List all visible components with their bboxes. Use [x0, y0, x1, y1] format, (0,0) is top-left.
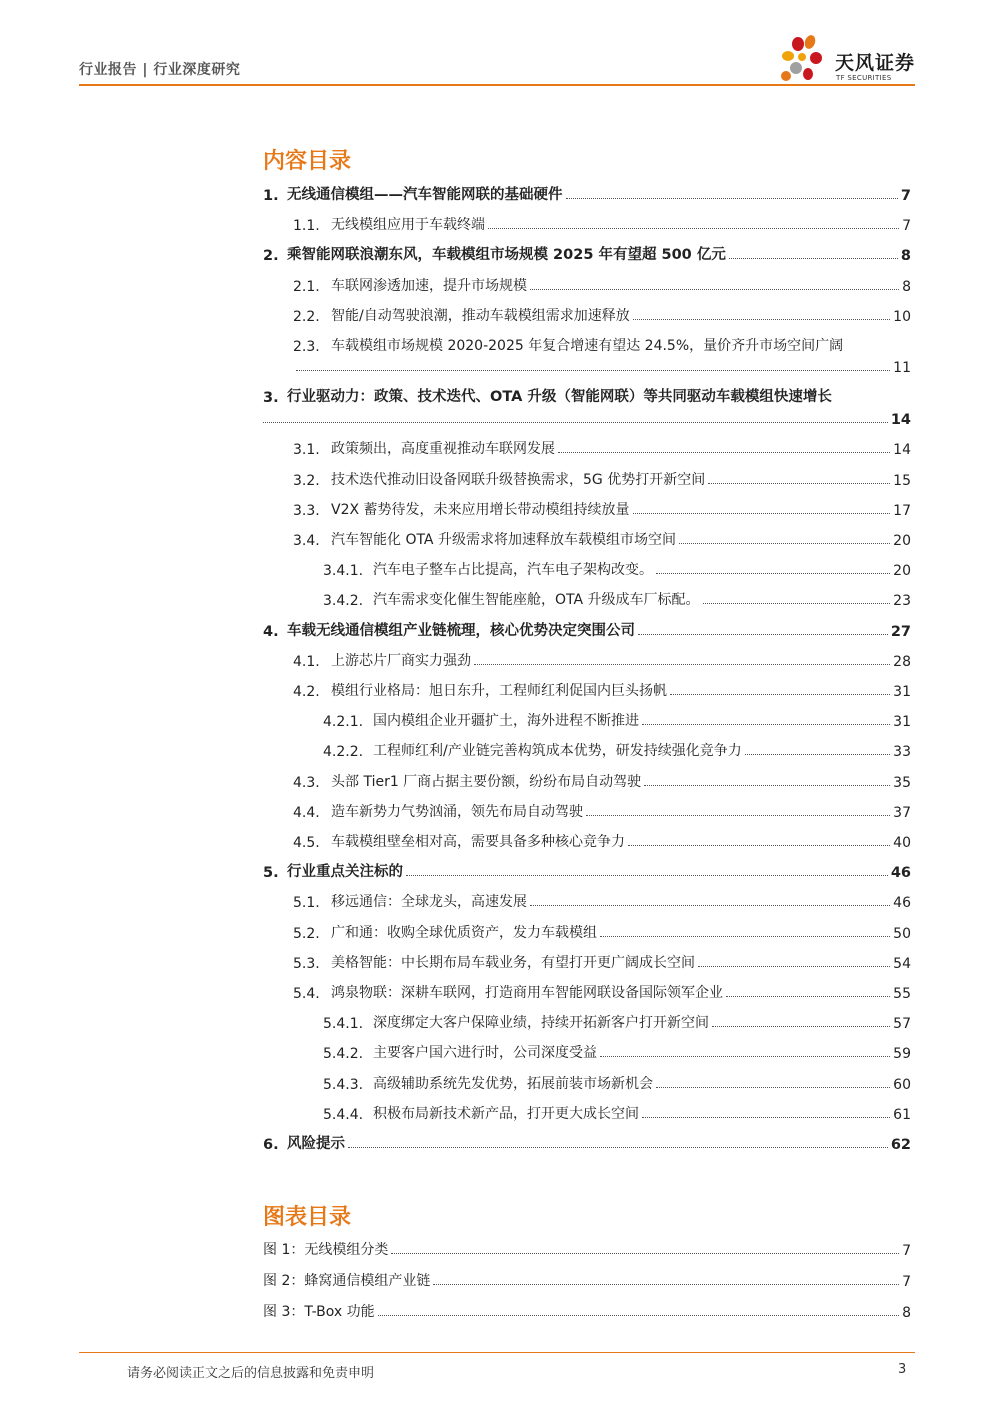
- toc-entry-number: 5.1.: [293, 895, 320, 912]
- toc-entry-title: 车载无线通信模组产业链梳理，核心优势决定突围公司: [287, 622, 635, 639]
- toc-entry-number: 2.2.: [293, 308, 320, 325]
- toc-entry-number: 2.3.: [293, 339, 320, 355]
- toc-entry[interactable]: [263, 676, 911, 700]
- toc-entry-title: 车载模组市场规模 2020-2025 年复合增速有望达 24.5%，量价齐升市场空间广阔: [331, 338, 844, 354]
- toc-entry[interactable]: [263, 736, 911, 760]
- toc-entry-page: 10: [893, 308, 911, 325]
- toc-entry-number: 4.1.: [293, 653, 320, 670]
- toc-entry-number: 3.3.: [293, 502, 320, 519]
- toc-entry-number: 4.3.: [293, 774, 320, 791]
- toc-entry[interactable]: [263, 887, 911, 911]
- logo: [778, 32, 918, 88]
- toc-dot-leader: [348, 1147, 888, 1148]
- toc-entry-title: 车载模组壁垒相对高，需要具备多种核心竞争力: [331, 834, 625, 850]
- toc-dot-leader: [296, 370, 890, 371]
- toc-entry[interactable]: [263, 210, 911, 234]
- toc-dot-leader: [530, 289, 899, 290]
- toc-entry-continuation: [263, 352, 911, 376]
- toc-entry-title: 行业驱动力：政策、技术迭代、OTA 升级（智能网联）等共同驱动车载模组快速增长: [287, 389, 832, 406]
- toc-entry-number: 1.: [263, 188, 279, 204]
- toc-entry-title: 乘智能网联浪潮东风，车载模组市场规模 2025 年有望超 500 亿元: [287, 247, 726, 264]
- toc-dot-leader: [656, 1087, 890, 1088]
- toc-entry-title: 移远通信：全球龙头，高速发展: [331, 894, 527, 911]
- toc-entry-title: 国内模组企业开疆扩土，海外进程不断推进: [373, 713, 639, 730]
- figure-dot-leader: [433, 1284, 899, 1285]
- toc-entry-number: 2.: [263, 248, 279, 265]
- toc-entry-page: 8: [902, 278, 911, 295]
- toc-entry-page: 15: [893, 472, 911, 489]
- header-divider: [79, 84, 915, 86]
- toc-entry-number: 5.4.1.: [323, 1016, 364, 1033]
- toc-entry-number: 4.: [263, 623, 279, 640]
- toc-entry-page: 7: [900, 188, 911, 204]
- toc-entry-title: 美格智能：中长期布局车载业务，有望打开更广阔成长空间: [331, 954, 695, 971]
- toc-entry-number: 4.5.: [293, 835, 320, 851]
- toc-entry[interactable]: [263, 827, 911, 851]
- figure-entry[interactable]: [263, 1266, 911, 1290]
- toc-dot-leader: [263, 422, 888, 423]
- toc-dot-leader: [656, 573, 890, 574]
- toc-entry-page: 11: [893, 360, 911, 376]
- toc-entry-page: 55: [893, 986, 911, 1002]
- toc-entry[interactable]: [263, 301, 911, 325]
- toc-entry-number: 6.: [263, 1137, 279, 1153]
- toc-entry-page: 46: [893, 895, 911, 912]
- toc-entry[interactable]: [263, 918, 911, 942]
- figure-entry-page: 7: [902, 1243, 911, 1259]
- toc-entry[interactable]: [263, 1099, 911, 1123]
- toc-entry-page: 62: [890, 1137, 911, 1153]
- toc-dot-leader: [726, 996, 890, 997]
- toc-entry-page: 57: [893, 1016, 911, 1033]
- toc-entry-page: 54: [893, 955, 911, 972]
- toc-entry[interactable]: [263, 271, 911, 295]
- toc-entry-page: 33: [893, 744, 911, 761]
- toc-dot-leader: [530, 905, 890, 906]
- toc-dot-leader: [406, 875, 888, 876]
- figures-title: 图表目录: [263, 1205, 352, 1230]
- toc-entry-title: 风险提示: [287, 1136, 345, 1152]
- toc-entry-title: 头部 Tier1 厂商占据主要份额，纷纷布局自动驾驶: [331, 773, 642, 790]
- toc-entry-number: 5.2.: [293, 925, 320, 942]
- toc-dot-leader: [729, 258, 898, 259]
- figure-dot-leader: [391, 1253, 899, 1254]
- toc-entry-page: 61: [893, 1106, 911, 1123]
- toc-entry-title: V2X 蓄势待发，未来应用增长带动模组持续放量: [331, 501, 630, 518]
- toc-entry[interactable]: [263, 465, 911, 489]
- toc-entry-number: 5.4.: [293, 986, 320, 1002]
- toc-entry-title: 造车新势力气势汹涌，领先布局自动驾驶: [331, 803, 583, 820]
- toc-entry[interactable]: [263, 767, 911, 791]
- figure-entry-title: 图 3：T-Box 功能: [263, 1304, 375, 1320]
- toc-entry-title: 高级辅助系统先发优势，拓展前装市场新机会: [373, 1075, 653, 1092]
- toc-dot-leader: [670, 694, 890, 695]
- toc-entry[interactable]: [263, 495, 911, 519]
- toc-entry[interactable]: [263, 382, 911, 406]
- contents-title: 内容目录: [263, 149, 352, 174]
- toc-entry-page: 40: [893, 835, 911, 851]
- toc-dot-leader: [633, 319, 890, 320]
- toc-entry-number: 5.4.3.: [323, 1076, 364, 1093]
- toc-entry-number: 4.4.: [293, 804, 320, 821]
- toc-entry[interactable]: [263, 797, 911, 821]
- toc-entry-page: 46: [890, 865, 911, 882]
- toc-entry-number: 2.1.: [293, 278, 320, 295]
- toc-entry[interactable]: [263, 240, 911, 264]
- toc-entry-page: 31: [893, 684, 911, 700]
- toc-entry-number: 3.4.: [293, 533, 320, 549]
- toc-entry-title: 智能/自动驾驶浪潮，推动车载模组需求加速释放: [331, 307, 630, 324]
- toc-dot-leader: [703, 603, 891, 604]
- toc-entry-number: 5.4.2.: [323, 1046, 364, 1063]
- toc-entry-page: 14: [893, 442, 911, 459]
- toc-dot-leader: [633, 513, 891, 514]
- toc-entry-title: 车联网渗透加速，提升市场规模: [331, 277, 527, 294]
- toc-dot-leader: [708, 483, 890, 484]
- toc-entry[interactable]: [263, 525, 911, 549]
- toc-entry-number: 3.4.1.: [323, 563, 364, 580]
- toc-dot-leader: [488, 228, 899, 229]
- toc-entry-page: 27: [890, 623, 911, 640]
- toc-entry-page: 20: [893, 533, 911, 549]
- toc-entry[interactable]: [263, 1129, 911, 1153]
- toc-dot-leader: [638, 634, 888, 635]
- toc-entry-title: 积极布局新技术新产品，打开更大成长空间: [373, 1105, 639, 1122]
- toc-dot-leader: [644, 785, 890, 786]
- toc-entry[interactable]: [263, 616, 911, 640]
- logo-text-en: TF SECURITIES: [836, 74, 892, 82]
- toc-entry-number: 4.2.: [293, 684, 320, 700]
- toc-entry[interactable]: [263, 706, 911, 730]
- footer-divider: [79, 1352, 915, 1353]
- toc-entry[interactable]: [263, 948, 911, 972]
- toc-entry-number: 4.2.1.: [323, 714, 364, 731]
- toc-entry-title: 主要客户国六进行时，公司深度受益: [373, 1045, 597, 1062]
- toc-entry-number: 5.3.: [293, 955, 320, 972]
- toc-entry-page: 14: [890, 412, 911, 429]
- toc-entry-page: 7: [902, 218, 911, 235]
- toc-entry-page: 31: [893, 714, 911, 731]
- toc-entry-title: 无线模组应用于车载终端: [331, 217, 485, 234]
- toc-entry-title: 汽车智能化 OTA 升级需求将加速释放车载模组市场空间: [331, 532, 676, 548]
- toc-dot-leader: [628, 845, 890, 846]
- toc-dot-leader: [600, 936, 890, 937]
- toc-entry-title: 模组行业格局：旭日东升，工程师红利促国内巨头扬帆: [331, 683, 667, 699]
- toc-entry-page: 20: [893, 563, 911, 580]
- figure-entry-page: 7: [902, 1274, 911, 1290]
- toc-entry-title: 工程师红利/产业链完善构筑成本优势，研发持续强化竞争力: [373, 743, 742, 760]
- toc-entry-continuation: [263, 404, 911, 428]
- toc-entry-page: 35: [893, 774, 911, 791]
- toc-dot-leader: [745, 754, 890, 755]
- toc-entry[interactable]: [263, 646, 911, 670]
- toc-entry[interactable]: [263, 1038, 911, 1062]
- footer-disclaimer: 请务必阅读正文之后的信息披露和免责申明: [127, 1366, 375, 1381]
- toc-entry[interactable]: [263, 180, 911, 204]
- toc-entry-title: 政策频出，高度重视推动车联网发展: [331, 441, 555, 458]
- toc-entry-page: 60: [893, 1076, 911, 1093]
- toc-entry-page: 23: [893, 593, 911, 610]
- toc-dot-leader: [642, 724, 890, 725]
- toc-entry[interactable]: [263, 434, 911, 458]
- toc-entry-title: 无线通信模组——汽车智能网联的基础硬件: [287, 187, 563, 203]
- toc-dot-leader: [712, 1026, 890, 1027]
- toc-entry[interactable]: [263, 978, 911, 1002]
- toc-entry-title: 深度绑定大客户保障业绩，持续开拓新客户打开新空间: [373, 1015, 709, 1032]
- toc-entry-number: 3.2.: [293, 472, 320, 489]
- toc-entry-page: 37: [893, 804, 911, 821]
- toc-entry-page: 17: [893, 502, 911, 519]
- toc-entry-number: 3.4.2.: [323, 593, 364, 610]
- toc-entry[interactable]: [263, 1069, 911, 1093]
- toc-entry-number: 5.: [263, 865, 279, 882]
- figure-entry-title: 图 2：蜂窝通信模组产业链: [263, 1273, 431, 1289]
- toc-dot-leader: [586, 815, 890, 816]
- toc-entry-number: 1.1.: [293, 218, 320, 235]
- toc-entry[interactable]: [263, 1008, 911, 1032]
- toc-dot-leader: [642, 1117, 890, 1118]
- toc-dot-leader: [698, 966, 890, 967]
- header-breadcrumb: 行业报告 | 行业深度研究: [79, 62, 241, 78]
- figure-dot-leader: [378, 1315, 899, 1316]
- toc-dot-leader: [679, 543, 890, 544]
- toc-entry-page: 8: [900, 248, 911, 265]
- toc-entry-title: 鸿泉物联：深耕车联网，打造商用车智能网联设备国际领军企业: [331, 985, 723, 1001]
- toc-entry-number: 3.1.: [293, 442, 320, 459]
- figure-entry-page: 8: [902, 1305, 911, 1321]
- toc-entry-page: 59: [893, 1046, 911, 1063]
- toc-entry-number: 4.2.2.: [323, 744, 364, 761]
- toc-entry[interactable]: [263, 555, 911, 579]
- toc-entry-title: 上游芯片厂商实力强劲: [331, 652, 471, 669]
- figure-entry-title: 图 1：无线模组分类: [263, 1242, 389, 1258]
- toc-entry-page: 28: [893, 653, 911, 670]
- toc-dot-leader: [566, 198, 898, 199]
- figure-entry[interactable]: [263, 1235, 911, 1259]
- toc-entry[interactable]: [263, 585, 911, 609]
- toc-entry-title: 广和通：收购全球优质资产，发力车载模组: [331, 924, 597, 941]
- toc-entry-title: 汽车需求变化催生智能座舱，OTA 升级成车厂标配。: [373, 592, 700, 609]
- toc-dot-leader: [600, 1056, 890, 1057]
- flower-logo-icon: [778, 32, 834, 88]
- toc-entry-number: 3.: [263, 390, 279, 407]
- toc-entry-number: 5.4.4.: [323, 1106, 364, 1123]
- toc-entry-title: 行业重点关注标的: [287, 864, 403, 881]
- page-number: 3: [898, 1362, 907, 1377]
- logo-text-cn: 天风证券: [835, 52, 916, 74]
- toc-dot-leader: [558, 452, 890, 453]
- toc-dot-leader: [474, 664, 890, 665]
- toc-entry-title: 汽车电子整车占比提高，汽车电子架构改变。: [373, 562, 653, 579]
- toc-entry-title: 技术迭代推动旧设备网联升级替换需求，5G 优势打开新空间: [331, 471, 706, 488]
- toc-entry-page: 50: [893, 925, 911, 942]
- figure-entry[interactable]: [263, 1297, 911, 1321]
- toc-entry[interactable]: [263, 857, 911, 881]
